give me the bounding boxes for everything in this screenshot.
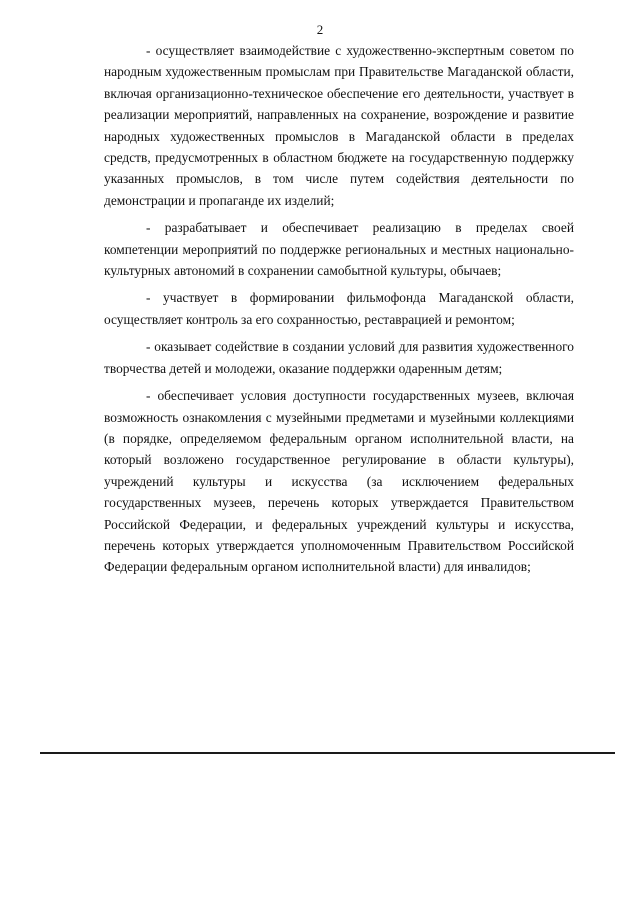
paragraph-national-cultural-autonomies: - разрабатывает и обеспечивает реализацию в пределах своей компетенции мероприятий по поддержке региональных и местных национально-культурных автономий в сохранении самобытной культуры, обычаев; xyxy=(104,220,574,279)
document-body xyxy=(104,40,574,584)
paragraph-youth-creativity: - оказывает содействие в создании условий для развития художественного творчества детей и молодежи, оказание поддержки одаренным детям; xyxy=(104,339,574,376)
paragraph-art-crafts-council: - осуществляет взаимодействие с художественно-экспертным советом по народным художественным промыслам при Правительстве Магаданской области, включая организационно-техническое обеспечение его деятельности, участвует в реализации мероприятий, направленных на сохранение, возрождение и развитие народных художественных промыслов в Магаданской области в пределах средств, предусмотренных в областном бюджете на государственную поддержку указанных промыслов, в том числе путем содействия деятельности по демонстрации и пропаганде их изделий; xyxy=(104,43,574,208)
footer-divider-line xyxy=(40,752,615,754)
page-number: 2 xyxy=(316,22,324,37)
paragraph-museum-accessibility: - обеспечивает условия доступности государственных музеев, включая возможность ознакомления с музейными предметами и музейными коллекциями (в порядке, определяемом федеральным органом исполнительной власти, на который возложено государственное регулирование в области культуры), учреждений культуры и искусства (за исключением федеральных государственных музеев, перечень которых утверждается Правительством Российской Федерации, и федеральных учреждений культуры и искусства, перечень которых утверждается уполномоченным Правительством Российской Федерации федеральным органом исполнительной власти) для инвалидов; xyxy=(104,388,574,575)
paragraph-film-fund: - участвует в формировании фильмофонда Магаданской области, осуществляет контроль за его сохранностью, реставрацией и ремонтом; xyxy=(104,290,574,327)
